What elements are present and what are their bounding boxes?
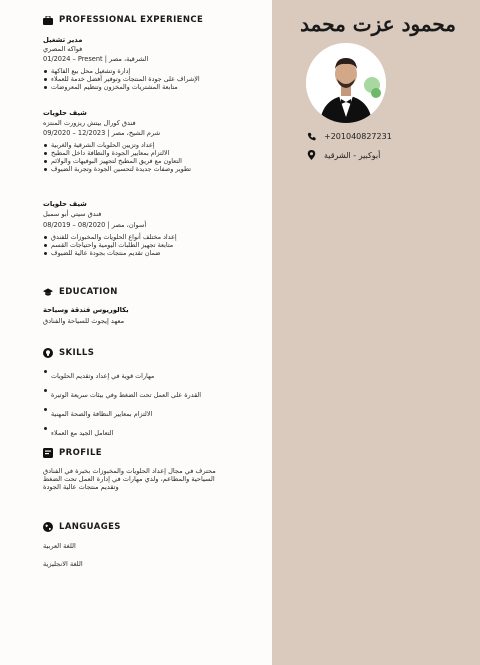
lightbulb-icon: [43, 348, 53, 358]
briefcase-icon: [43, 15, 53, 25]
candidate-name: محمود عزت محمد: [300, 12, 456, 36]
profile-photo: [306, 43, 386, 123]
map-pin-icon: [306, 150, 316, 160]
skills-list: مهارات قوية في إعداد وتقديم الحلويات القدرة على العمل تحت الضغط وفي بيئات سريعة الوتيرة الالتزام بمعايير النظافة والصحة المهنية التعامل الجيد مع العملاء: [43, 367, 201, 443]
job-bullets: إعداد مختلف أنواع الحلويات والمخبوزات للفندق متابعة تجهيز الطلبات اليومية واحتياجات القسم ضمان تقديم منتجات بجودة عالية للضيوف: [43, 233, 177, 257]
job-bullets: إدارة وتشغيل محل بيع الفاكهة الإشراف على جودة المنتجات وتوفير أفضل خدمة للعملاء متابعة المشتريات والمخزون وتنظيم المعروضات: [43, 67, 200, 91]
job-meta: 01/2024 – Present | الشرقية، مصر: [43, 55, 149, 63]
job-company: فواكه المصري: [43, 45, 83, 53]
languages-heading: LANGUAGES: [43, 522, 121, 532]
job-company: فندق سيتي أبو سمبل: [43, 210, 102, 218]
phone-icon: [306, 131, 316, 141]
job-meta: 09/2020 – 12/2023 | شرم الشيخ، مصر: [43, 129, 161, 137]
phone-number: +201040827231: [324, 131, 392, 141]
job-title: شيف حلويات: [43, 109, 87, 117]
language-item: اللغة العربية: [43, 542, 76, 550]
job-title: شيف حلويات: [43, 200, 87, 208]
job-title: مدير تشغيل: [43, 36, 83, 44]
graduation-cap-icon: [43, 287, 53, 297]
location-text: أبوكبير - الشرقية: [324, 150, 381, 160]
job-meta: 08/2019 – 08/2020 | أسوان، مصر: [43, 221, 147, 229]
experience-heading: PROFESSIONAL EXPERIENCE: [43, 15, 203, 25]
education-degree: بكالوريوس فندقة وسياحة: [43, 306, 129, 314]
phone-row: [306, 131, 392, 141]
job-company: فندق كورال بيتش ريزورت المنتزه: [43, 119, 136, 127]
skills-heading: SKILLS: [43, 348, 94, 358]
education-school: معهد إيجوث للسياحة والفنادق: [43, 317, 125, 325]
language-item: اللغة الانجليزية: [43, 560, 83, 568]
id-card-icon: [43, 448, 53, 458]
globe-icon: [43, 522, 53, 532]
job-bullets: إعداد وتزيين الحلويات الشرقية والغربية الالتزام بمعايير الجودة والنظافة داخل المطبخ التعاون مع فريق المطبخ لتجهيز البوفيهات والولائم تطوير وصفات جديدة لتحسين الجودة وتجربة الضيوف: [43, 141, 191, 173]
education-heading: EDUCATION: [43, 287, 118, 297]
location-row: [306, 150, 380, 160]
profile-heading: PROFILE: [43, 448, 102, 458]
profile-summary: محترف في مجال إعداد الحلويات والمخبوزات بخبرة في الفنادق السياحية والمطاعم، ولدي مهارات في إدارة العمل تحت الضغط وتقديم منتجات عالية الجودة: [43, 467, 216, 492]
